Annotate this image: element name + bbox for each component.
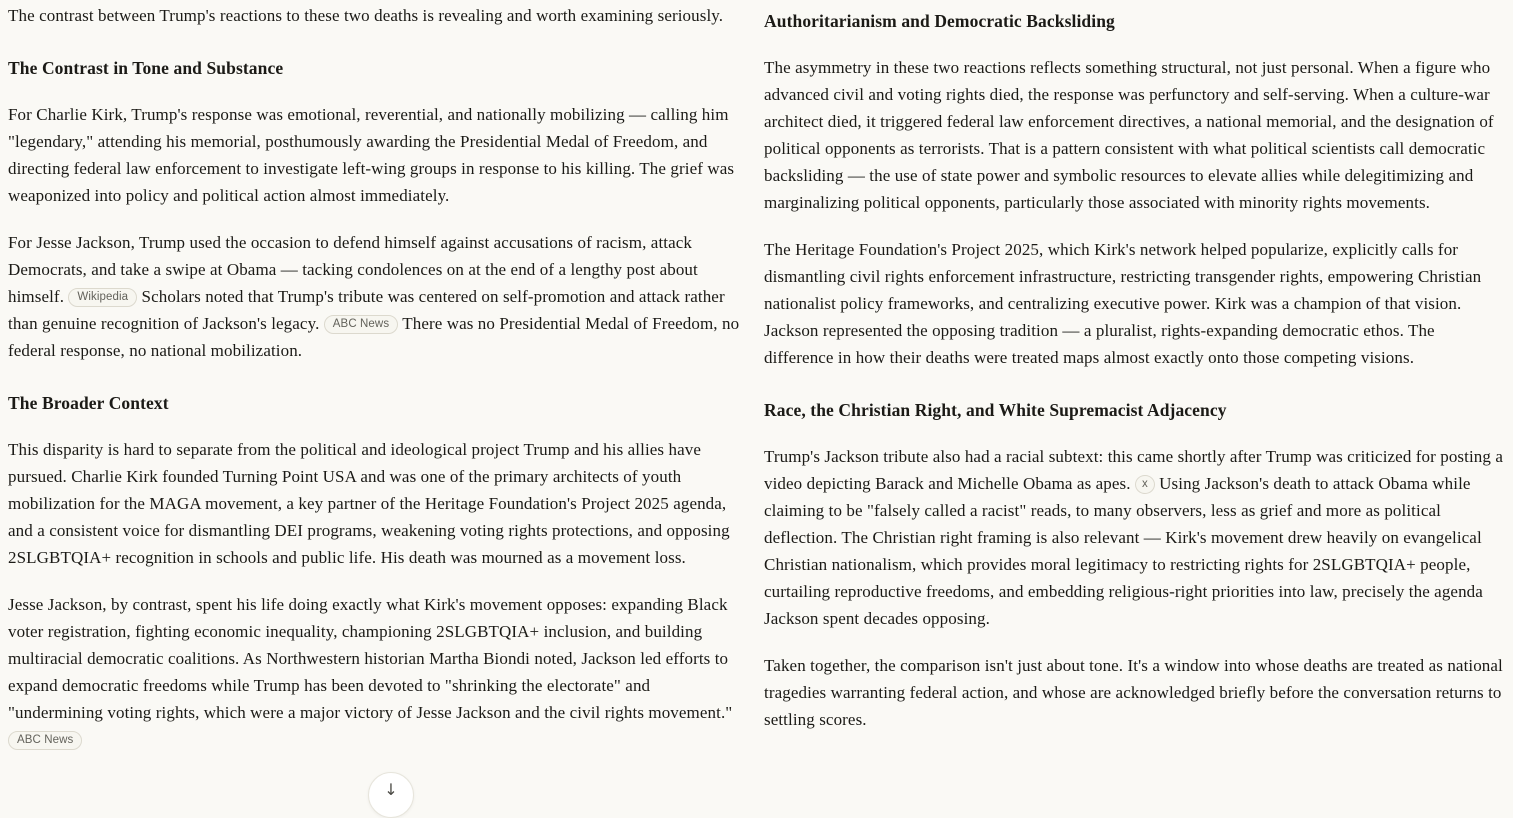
heading-broader-context: The Broader Context — [8, 393, 169, 413]
paragraph-disparity: This disparity is hard to separate from the political and ideological project Trump and his allies have pursued. Charlie Kirk founded Turning Point USA and was one of the primary architects of youth mobilization for the MAGA movement, a key partner of the Heritage Foundation's Project 2025 agenda, and a consistent voice for dismantling DEI programs, weakening voting rights protections, and opposing 2SLGBTQIA+ recognition in schools and public life. His death was mourned as a movement loss. — [8, 440, 730, 567]
paragraph-text: For Jesse Jackson, Trump used the occasion to defend himself against accusations of racism, attack Democrats, and take a swipe at Obama — tacking condolences on at the end of a lengthy post about himself. — [8, 233, 698, 306]
citation-pill-x[interactable]: x — [1135, 475, 1155, 494]
paragraph-intro: The contrast between Trump's reactions to these two deaths is revealing and worth examining seriously. — [8, 6, 724, 25]
paragraph-heritage-project-2025: The Heritage Foundation's Project 2025, which Kirk's network helped popularize, explicitly calls for dismantling civil rights enforcement infrastructure, restricting transgender rights, empowering Christian nationalist policy frameworks, and centralizing executive power. Kirk was a champion of that vision. Jackson represented the opposing tradition — a pluralist, rights-expanding democratic ethos. The difference in how their deaths were treated maps almost exactly onto those competing visions. — [764, 240, 1482, 367]
paragraph-racial-subtext — [764, 443, 1505, 632]
column-right — [757, 0, 1513, 790]
paragraph-jesse-jackson — [8, 229, 748, 364]
paragraph-conclusion: Taken together, the comparison isn't just about tone. It's a window into whose deaths are treated as national tragedies warranting federal action, and whose are acknowledged briefly before the conversation returns to settling scores. — [764, 656, 1503, 729]
paragraph-text: Using Jackson's death to attack Obama while claiming to be "falsely called a racist" reads, to many observers, less as grief and more as political deflection. The Christian right framing is also relevant — Kirk's movement drew heavily on evangelical Christian nationalism, which provides moral legitimacy to restricting rights for 2SLGBTQIA+ people, curtailing reproductive freedoms, and embedding religious-right priorities into law, precisely the agenda Jackson spent decades opposing. — [764, 474, 1483, 628]
citation-pill-abc-news[interactable]: ABC News — [324, 315, 398, 334]
paragraph-text: Jesse Jackson, by contrast, spent his life doing exactly what Kirk's movement opposes: expanding Black voter registration, fighting economic inequality, championing 2SLGBTQIA+ inclusion, and building multiracial democratic coalitions. As Northwestern historian Martha Biondi noted, Jackson led efforts to expand democratic freedoms while Trump has been devoted to "shrinking the electorate" and "undermining voting rights, which were a major victory of Jesse Jackson and the civil rights movement." — [8, 595, 733, 722]
column-left — [0, 0, 757, 790]
scroll-to-bottom-button[interactable] — [368, 772, 414, 818]
heading-contrast-tone-substance: The Contrast in Tone and Substance — [8, 58, 284, 78]
paragraph-jackson-contrast — [8, 591, 748, 753]
paragraph-text: Trump's Jackson tribute also had a racial subtext: this came shortly after Trump was criticized for posting a video depicting Barack and Michelle Obama as apes. — [764, 447, 1503, 493]
paragraph-text: Scholars noted that Trump's tribute was centered on self-promotion and attack rather than genuine recognition of Jackson's legacy. — [8, 287, 725, 333]
paragraph-text: There was no Presidential Medal of Freedom, no federal response, no national mobilization. — [8, 314, 740, 360]
paragraph-charlie-kirk: For Charlie Kirk, Trump's response was emotional, reverential, and nationally mobilizing — calling him "legendary," attending his memorial, posthumously awarding the Presidential Medal of Freedom, and directing federal law enforcement to investigate left-wing groups in response to his killing. The grief was weaponized into policy and political action almost immediately. — [8, 105, 735, 205]
arrow-down-icon: ↓ — [384, 780, 398, 799]
heading-authoritarianism: Authoritarianism and Democratic Backsliding — [764, 11, 1115, 31]
citation-pill-abc-news[interactable]: ABC News — [8, 731, 82, 750]
citation-pill-wikipedia[interactable]: Wikipedia — [68, 288, 137, 307]
heading-race-christian-right: Race, the Christian Right, and White Supremacist Adjacency — [764, 400, 1227, 420]
paragraph-asymmetry: The asymmetry in these two reactions reflects something structural, not just personal. When a figure who advanced civil and voting rights died, the response was perfunctory and self-serving. When a culture-war architect died, it triggered federal law enforcement directives, a national memorial, and the designation of political opponents as terrorists. That is a pattern consistent with what political scientists call democratic backsliding — the use of state power and symbolic resources to elevate allies while delegitimizing and marginalizing political opponents, particularly those associated with minority rights movements. — [764, 58, 1494, 212]
